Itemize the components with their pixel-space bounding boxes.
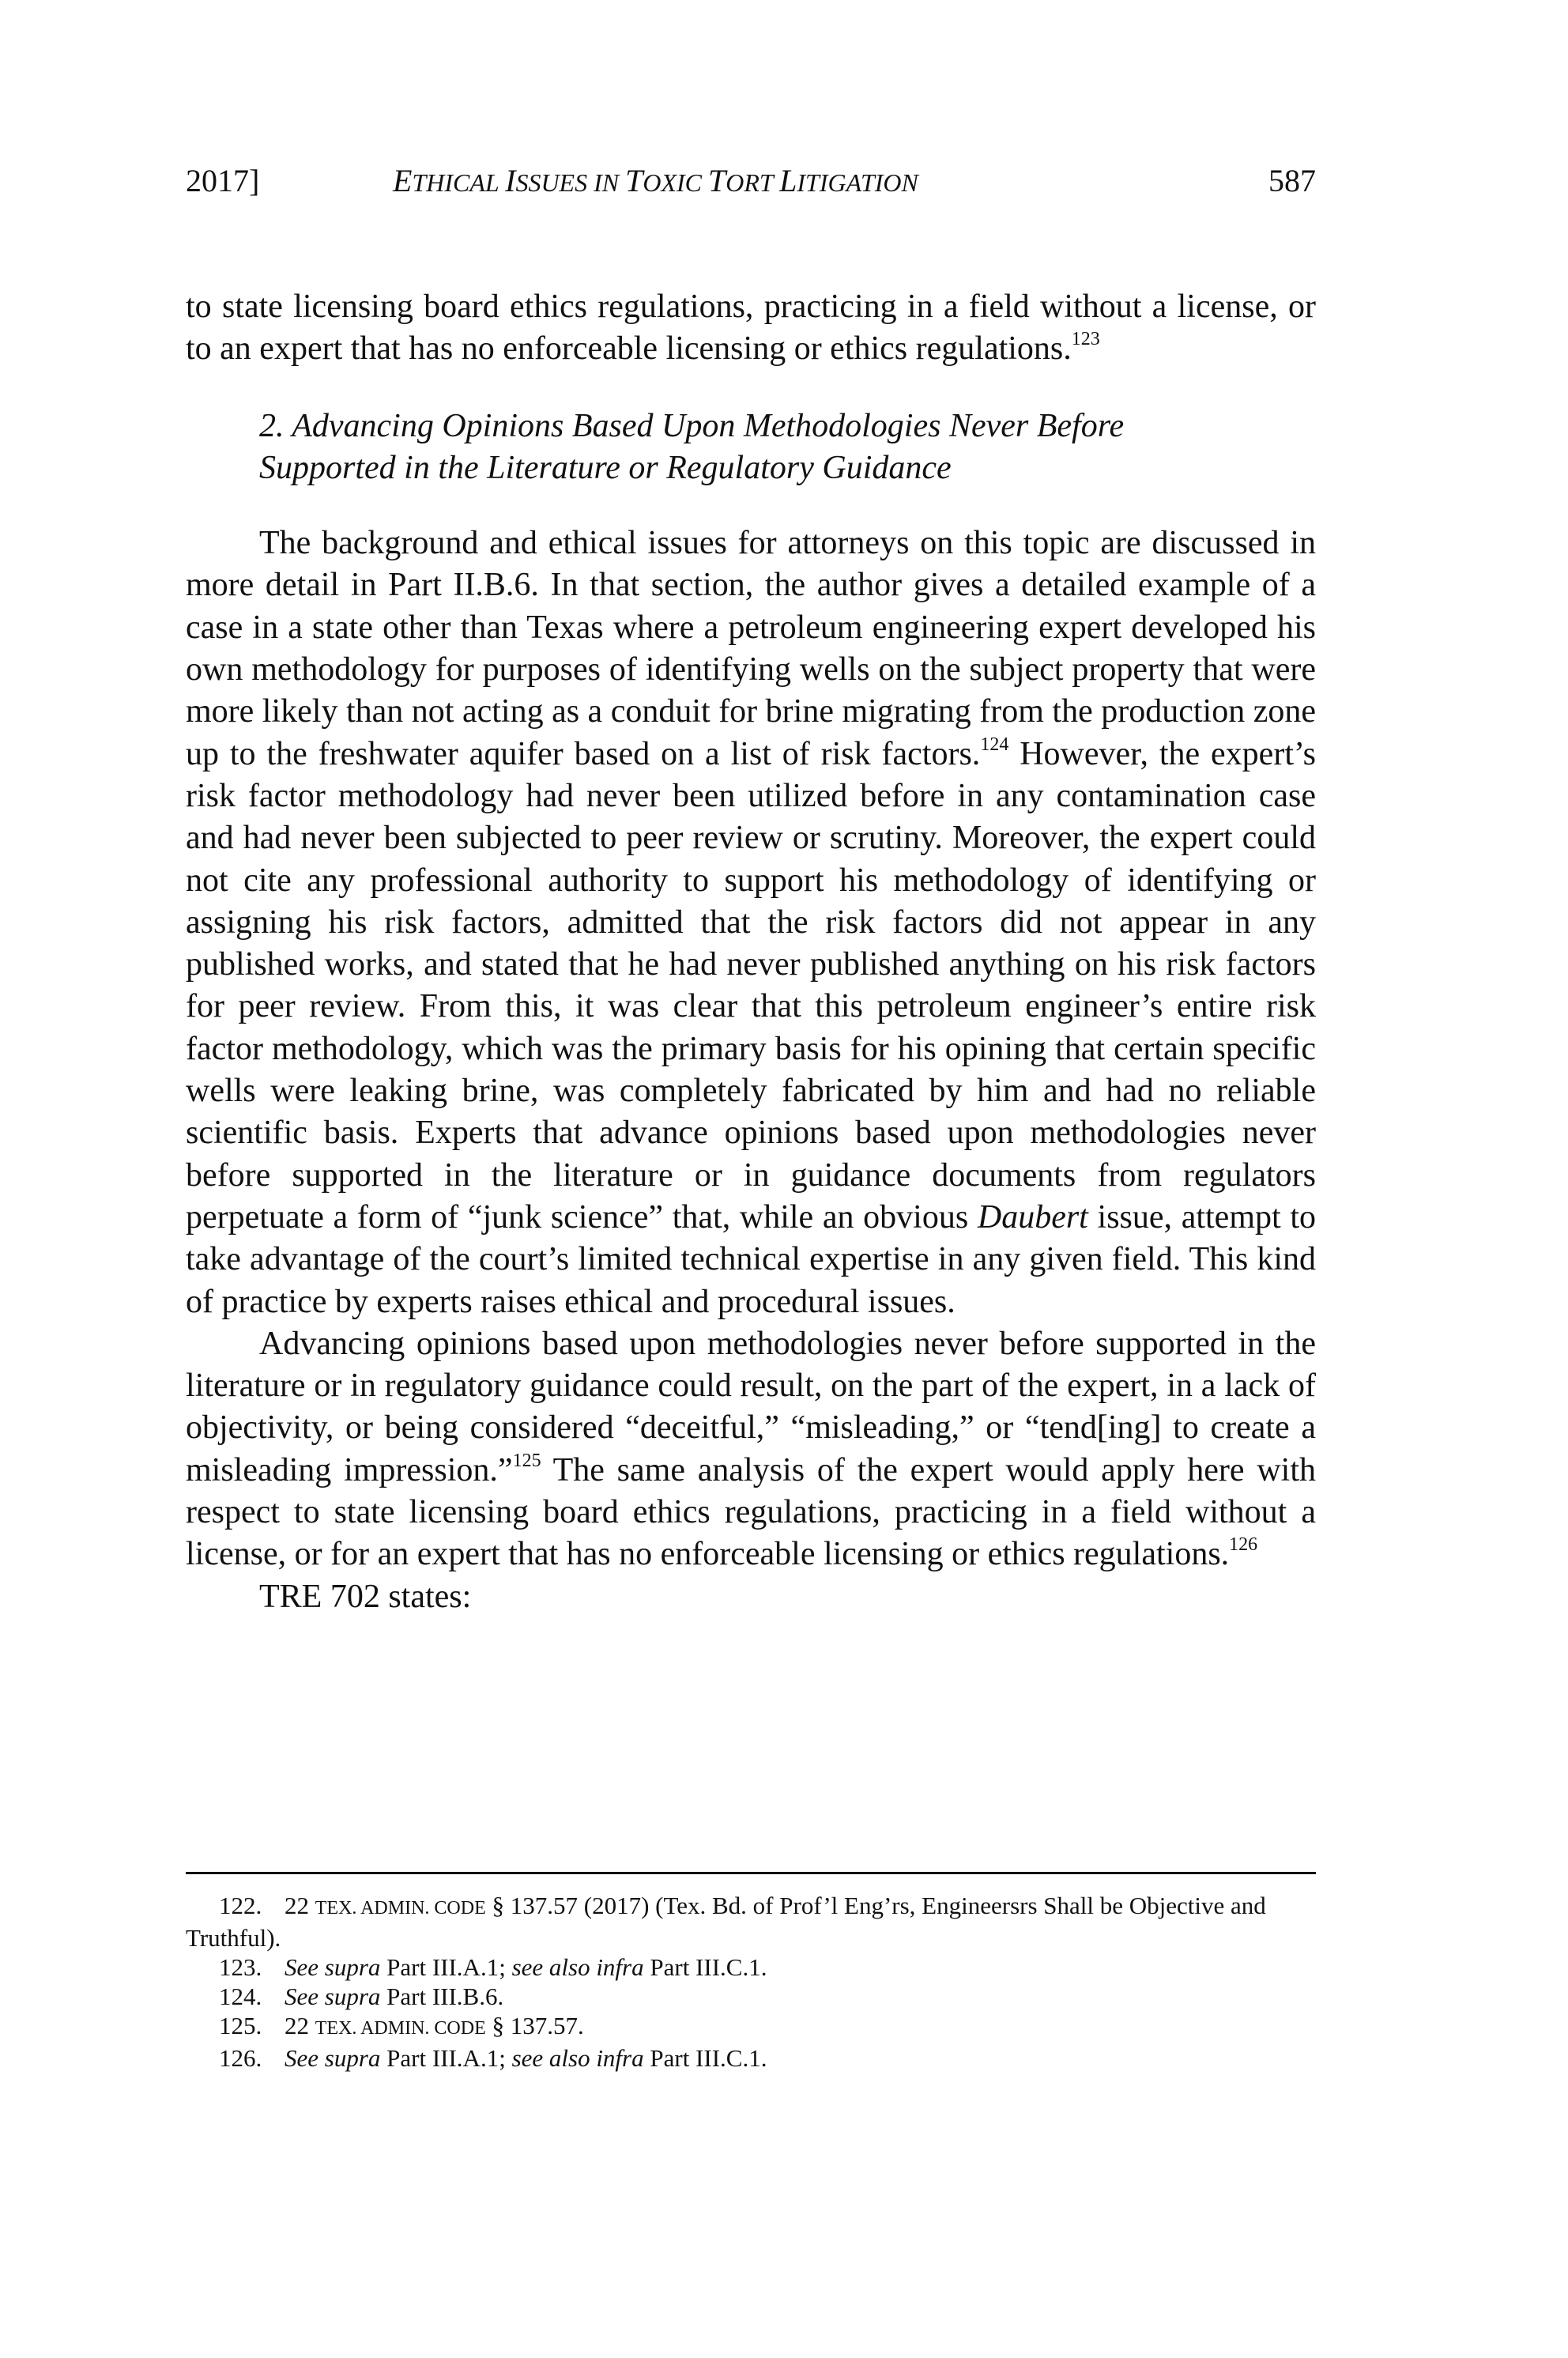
- footnote-ref-126[interactable]: 126: [1229, 1534, 1258, 1556]
- footnote-123: 123. See supra Part III.A.1; see also infra Part III.C.1.: [219, 1953, 767, 1981]
- footnote-124: 124. See supra Part III.B.6.: [219, 1983, 504, 2010]
- paragraph-background: The background and ethical issues for attorneys on this topic are discussed in more detail in Part II.B.6. In that section, the author gives a detailed example of a case in a state other than Texas where a petroleum engineering expert developed his own methodology for purposes of identifying wells on the subject property that were more likely than not acting as a conduit for brine migrating from the production zone up to the freshwater aquifer based on a list of risk factors.$^{124}$ However, the expert’s risk factor methodology had never been utilized before in any contamination case and had never been subjected to peer review or scrutiny. Moreover, the expert could not cite any professional authority to support his methodology of identifying or assigning his risk factors, admitted that the risk factors did not appear in any published works, and stated that he had never published anything on his risk factors for peer review. From this, it was clear that this petroleum engineer’s entire risk factor methodology, which was the primary basis for his opining that certain specific wells were leaking brine, was completely fabricated by him and had no reliable scientific basis. Experts that advance opinions based upon methodologies never before supported in the literature or in guidance documents from regulators perpetuate a form of “junk science” that, while an obvious Daubert issue, attempt to take advantage of the court’s limited technical expertise in any given field. This kind of practice by experts raises ethical and procedural issues.: [186, 525, 1316, 1320]
- footnote-divider: [186, 1872, 1316, 1874]
- header-journal-title: ETHICAL ISSUES IN TOXIC TORT LITIGATION: [393, 163, 918, 198]
- footnote-126: 126. See supra Part III.A.1; see also infra Part III.C.1.: [219, 2044, 767, 2072]
- header-year: 2017]: [186, 163, 260, 198]
- paragraph-tre-702: TRE 702 states:: [259, 1578, 472, 1615]
- section-heading: 2. Advancing Opinions Based Upon Methodologies Never Before Supported in the Literature or Regulatory Guidance: [259, 407, 1125, 486]
- footnotes: [186, 1891, 1316, 2073]
- footnote-125: 125. 22 TEX. ADMIN. CODE § 137.57.: [219, 2012, 584, 2039]
- running-header: [186, 162, 1316, 209]
- main-text: [186, 286, 1316, 1618]
- paragraph-continued: to state licensing board ethics regulations, practicing in a field without a license, or to an expert that has no enforceable licensing or ethics regulations.$^{123}$: [186, 289, 1316, 368]
- footnote-ref-123[interactable]: 123: [1071, 329, 1100, 350]
- page-number: 587: [1268, 163, 1316, 198]
- footnote-122: 122. 22 TEX. ADMIN. CODE § 137.57 (2017) (Tex. Bd. of Prof’l Eng’rs, Engineersrs Shall be Objective and Truthful).: [186, 1892, 1266, 1952]
- paragraph-analysis: Advancing opinions based upon methodologies never before supported in the literature or in regulatory guidance could result, on the part of the expert, in a lack of objectivity, or being considered “deceitful,” “misleading,” or “tend[ing] to create a misleading impression.”$^{125}$ The same analysis of the expert would apply here with respect to state licensing board ethics regulations, practicing in a field without a license, or for an expert that has no enforceable licensing or ethics regulations.$^{126}$: [186, 1325, 1316, 1573]
- footnote-ref-124[interactable]: 124: [980, 734, 1009, 755]
- case-name-daubert: Daubert: [977, 1198, 1088, 1236]
- footnote-ref-125[interactable]: 125: [512, 1450, 541, 1471]
